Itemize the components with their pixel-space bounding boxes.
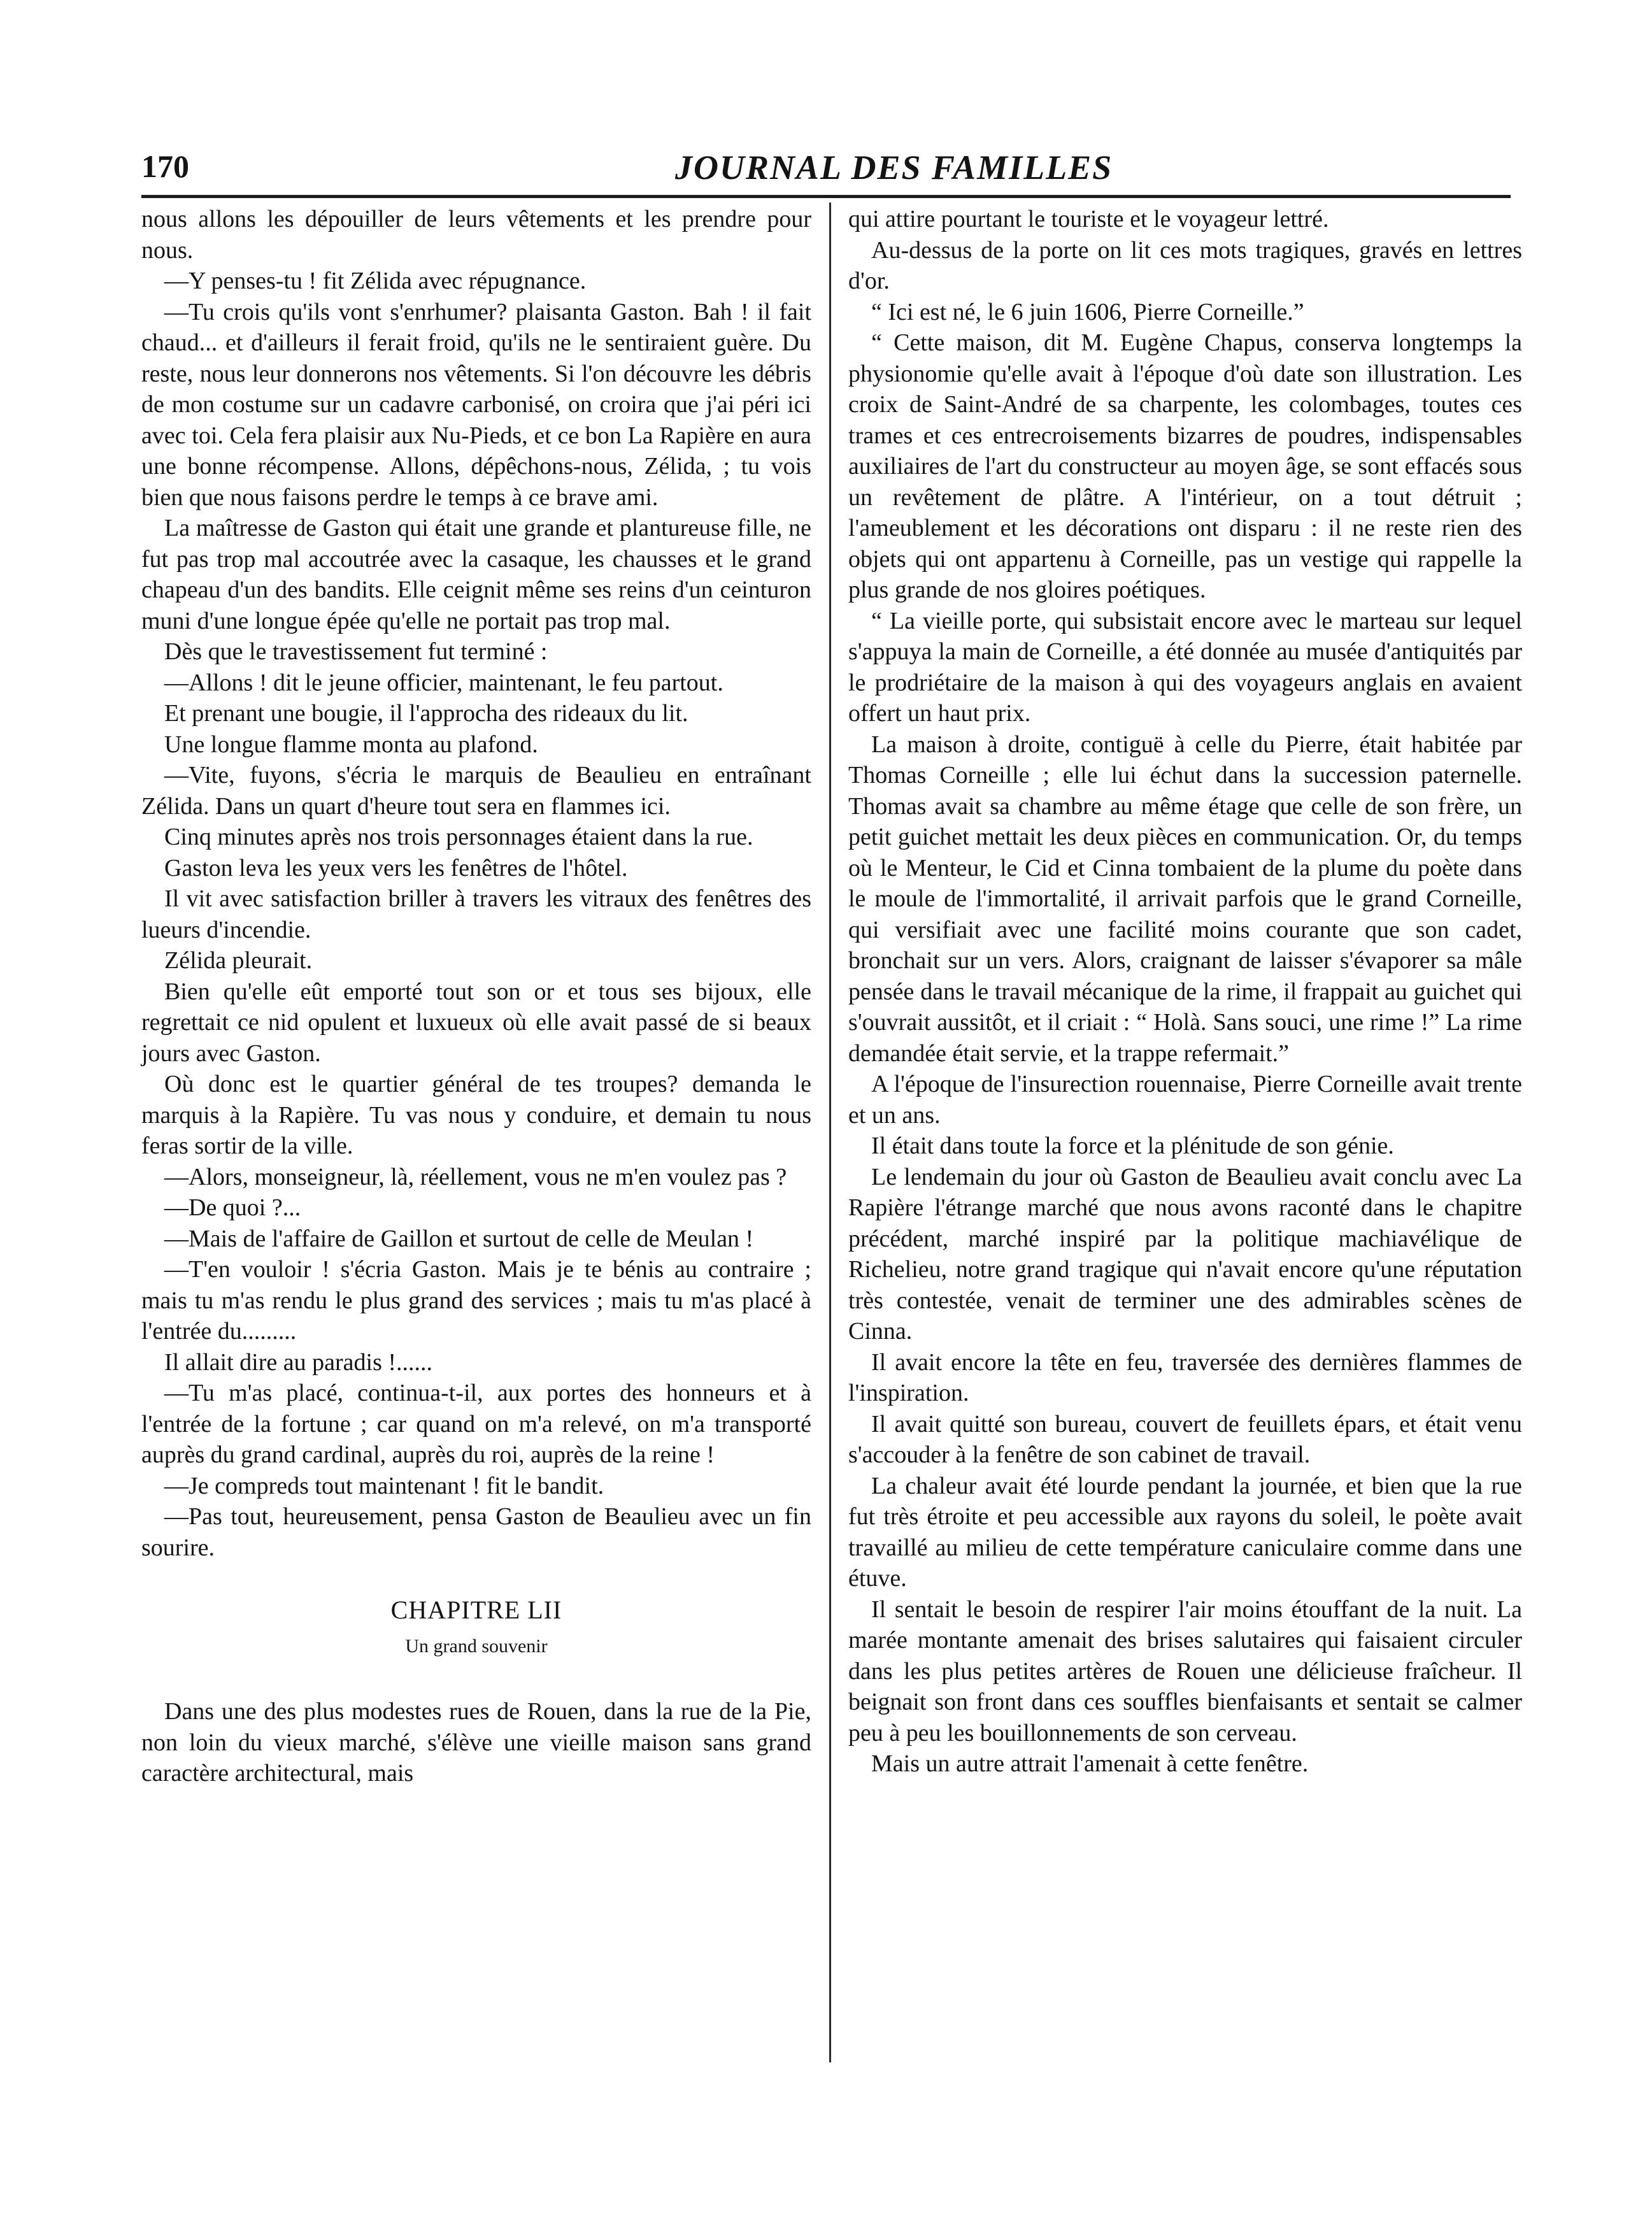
paragraph: La maîtresse de Gaston qui était une grande et plantureuse fille, ne fut pas trop mal accoutrée avec la casaque, les chausses et le grand chapeau d'un des bandits. Elle ceignit même ses reins d'un ceinturon muni d'une longue épée qu'elle ne portait pas trop mal. xyxy=(141,515,811,634)
paragraph: Il était dans toute la force et la plénitude de son génie. xyxy=(871,1132,1394,1159)
paragraph: Il vit avec satisfaction briller à travers les vitraux des fenêtres des lueurs d'incendie. xyxy=(141,885,811,943)
right-column xyxy=(848,204,1522,1780)
paragraph: La maison à droite, contiguë à celle du Pierre, était habitée par Thomas Corneille ; elle lui échut dans la succession paternelle. Thomas avait sa chambre au même étage que celle de son frère, un petit guichet mettait les deux pièces en communication. Or, du temps où le Menteur, le Cid et Cinna tombaient de la plume du poète dans le moule de l'immortalité, il arrivait parfois que le grand Corneille, qui versifiait avec une facilité moins courante que son cadet, bronchait sur un vers. Alors, craignant de laisser s'évaporer sa mâle pensée dans le travail mécanique de la rime, il frappait au guichet qui s'ouvrait aussitôt, et il criait : “ Holà. Sans souci, une rime !” La rime demandée était servie, et la trappe refermait.” xyxy=(848,731,1522,1067)
paragraph: Dès que le travestissement fut terminé : xyxy=(164,638,548,665)
chapter-title: CHAPITRE LII xyxy=(390,1596,562,1624)
paragraph: Une longue flamme monta au plafond. xyxy=(164,731,538,758)
paragraph: —Tu crois qu'ils vont s'enrhumer? plaisanta Gaston. Bah ! il fait chaud... et d'ailleurs il ferait froid, qu'ils ne le sentiraient guère. Du reste, nous leur donnerons nos vêtements. Si l'on découvre les débris de mon costume sur un cadavre carbonisé, on croira que j'ai péri ici avec toi. Cela fera plaisir aux Nu-Pieds, et ce bon La Rapière en aura une bonne récompense. Allons, dépêchons-nous, Zélida, ; tu vois bien que nous faisons perdre le temps à ce brave ami. xyxy=(141,298,811,511)
paragraph: —Tu m'as placé, continua-t-il, aux portes des honneurs et à l'entrée de la fortune ; car quand on m'a relevé, on m'a transporté auprès du grand cardinal, auprès du roi, auprès de la reine ! xyxy=(141,1380,811,1468)
paragraph: —Y penses-tu ! fit Zélida avec répugnance. xyxy=(164,268,587,294)
paragraph: Zélida pleurait. xyxy=(164,947,313,974)
paragraph: “ Cette maison, dit M. Eugène Chapus, conserva longtemps la physionomie qu'elle avait à l'époque d'où date son illustration. Les croix de Saint-André de sa charpente, les colombages, toutes ces trames et ces entrecroisements bizarres de poudres, indispensables auxiliaires de l'art du constructeur au moyen âge, se sont effacés sous un revêtement de plâtre. A l'intérieur, on a tout détruit ; l'ameublement et les décorations ont disparu : il ne reste rien des objets qui ont appartenu à Corneille, pas un vestige qui rappelle la plus grande de nos gloires poétiques. xyxy=(848,329,1522,603)
paragraph: —Pas tout, heureusement, pensa Gaston de Beaulieu avec un fin sourire. xyxy=(141,1503,811,1561)
paragraph: Le lendemain du jour où Gaston de Beaulieu avait conclu avec La Rapière l'étrange marché que nous avons raconté dans le chapitre précédent, marché inspiré par la politique machiavélique de Richelieu, notre grand tragique qui n'avait encore qu'une réputation très contestée, venait de terminer une des admirables scènes de Cinna. xyxy=(848,1163,1522,1345)
paragraph: Et prenant une bougie, il l'approcha des rideaux du lit. xyxy=(164,700,688,727)
paragraph: Il sentait le besoin de respirer l'air moins étouffant de la nuit. La marée montante amenait des brises salutaires qui faisaient circuler dans les plus petites artères de Rouen une délicieuse fraîcheur. Il beignait son front dans ces souffles bienfaisants et sentait se calmer peu à peu les bouillonnements de son cerveau. xyxy=(848,1596,1522,1746)
paragraph: —T'en vouloir ! s'écria Gaston. Mais je te bénis au contraire ; mais tu m'as rendu le plus grand des services ; mais tu m'as placé à l'entrée du......... xyxy=(141,1256,811,1345)
running-title: JOURNAL DES FAMILLES xyxy=(675,148,1113,187)
paragraph: —Alors, monseigneur, là, réellement, vous ne m'en voulez pas ? xyxy=(164,1163,787,1190)
chapter-subtitle: Un grand souvenir xyxy=(405,1635,548,1657)
header-rule xyxy=(141,195,1511,198)
paragraph: —De quoi ?... xyxy=(164,1194,301,1221)
paragraph: Où donc est le quartier général de tes troupes? demanda le marquis à la Rapière. Tu vas nous y conduire, et demain tu nous feras sortir de la ville. xyxy=(141,1071,811,1159)
paragraph: Dans une des plus modestes rues de Rouen, dans la rue de la Pie, non loin du vieux marché, s'élève une vieille maison sans grand caractère architectural, mais xyxy=(141,1698,811,1787)
page-number: 170 xyxy=(141,148,189,184)
paragraph: “ Ici est né, le 6 juin 1606, Pierre Corneille.” xyxy=(871,298,1304,325)
paragraph: nous allons les dépouiller de leurs vêtements et les prendre pour nous. xyxy=(141,206,811,264)
paragraph: Il avait quitté son bureau, couvert de feuillets épars, et était venu s'accouder à la fenêtre de son cabinet de travail. xyxy=(848,1410,1522,1468)
paragraph: —Je compreds tout maintenant ! fit le bandit. xyxy=(164,1472,604,1499)
paragraph: —Allons ! dit le jeune officier, maintenant, le feu partout. xyxy=(164,669,723,696)
column-divider xyxy=(829,203,831,2062)
paragraph: —Vite, fuyons, s'écria le marquis de Beaulieu en entraînant Zélida. Dans un quart d'heure tout sera en flammes ici. xyxy=(141,762,811,820)
paragraph: Au-dessus de la porte on lit ces mots tragiques, gravés en lettres d'or. xyxy=(848,236,1522,294)
paragraph: La chaleur avait été lourde pendant la journée, et bien que la rue fut très étroite et peu accessible aux rayons du soleil, le poète avait travaillé au milieu de cette température caniculaire comme dans une étuve. xyxy=(848,1472,1522,1592)
left-column xyxy=(141,204,811,1789)
paragraph: —Mais de l'affaire de Gaillon et surtout de celle de Meulan ! xyxy=(164,1225,754,1252)
paragraph: Il avait encore la tête en feu, traversée des dernières flammes de l'inspiration. xyxy=(848,1348,1522,1406)
paragraph: qui attire pourtant le touriste et le voyageur lettré. xyxy=(848,206,1329,232)
paragraph: Bien qu'elle eût emporté tout son or et tous ses bijoux, elle regrettait ce nid opulent et luxueux où elle avait passé de si beaux jours avec Gaston. xyxy=(141,978,811,1067)
paragraph: Mais un autre attrait l'amenait à cette fenêtre. xyxy=(871,1750,1309,1777)
paragraph: Cinq minutes après nos trois personnages étaient dans la rue. xyxy=(164,824,753,850)
paragraph: “ La vieille porte, qui subsistait encore avec le marteau sur lequel s'appuya la main de Corneille, a été donnée au musée d'antiquités par le prodriétaire de la maison à qui des voyageurs anglais en avaient offert un haut prix. xyxy=(848,607,1522,727)
paragraph: Il allait dire au paradis !...... xyxy=(164,1348,433,1376)
paragraph: A l'époque de l'insurection rouennaise, Pierre Corneille avait trente et un ans. xyxy=(848,1071,1522,1129)
paragraph: Gaston leva les yeux vers les fenêtres de l'hôtel. xyxy=(164,854,628,882)
